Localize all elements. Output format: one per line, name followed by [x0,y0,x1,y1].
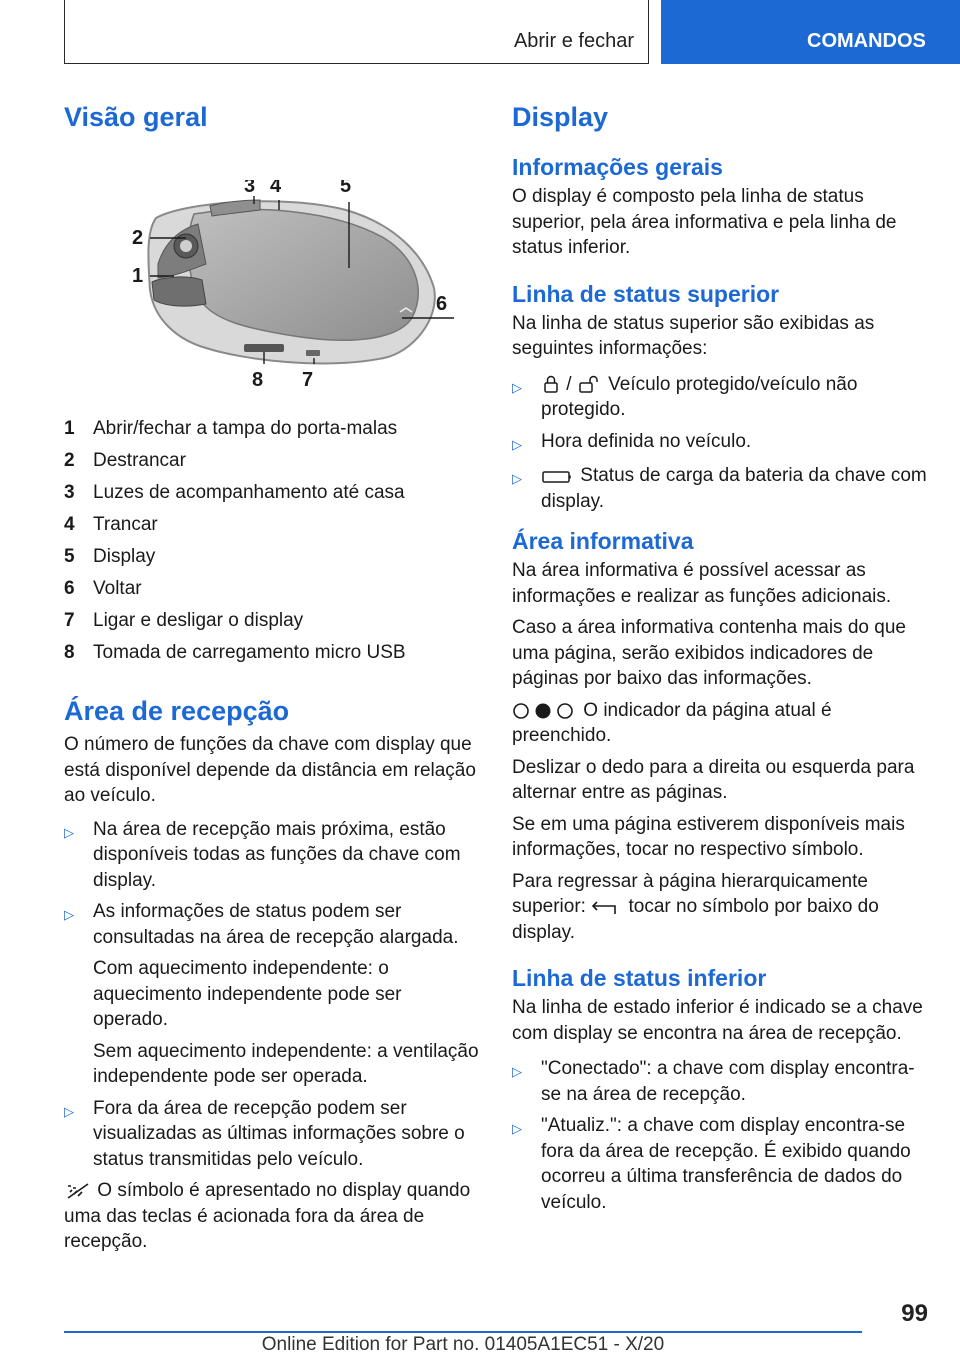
reception-title: Área de recepção [64,696,290,726]
info-area-p6: Para regressar à página hierarquicamente superior: tocar no símbolo por baixo do display. [512,870,879,943]
callout-5: 5 [340,180,352,197]
display-title: Display [512,102,609,132]
list-item: ▷ / Veículo protegido/veículo não protegido. [512,372,932,423]
triangle-bullet-icon: ▷ [512,436,522,452]
display-key-figure [94,180,454,402]
general-info-text: O display é composto pela linha de status superior, pela área informativa e pela linha de status inferior. [512,186,897,258]
list-item: ▷ As informações de status podem ser consultadas na área de recepção alargada. Com aquecimento independente: o aquecimento independente pode ser operado. Sem aquecimento independente: a ventilação independente pode ser operada. [64,899,479,1090]
overview-title: Visão geral [64,102,208,132]
lower-status-title: Linha de status inferior [512,965,767,991]
legend-item: 3 Luzes de acompanhamento até casa [64,482,405,503]
info-area-p4: Deslizar o dedo para a direita ou esquerda para alternar entre as páginas. [512,756,915,803]
callout-8: 8 [252,369,264,391]
legend-item: 2 Destrancar [64,450,186,471]
left-column [64,100,479,1255]
callout-6: 6 [436,293,448,315]
lock-closed-icon [541,374,561,394]
legend-item: 4 Trancar [64,514,158,535]
reception-intro: O número de funções da chave com display que está disponível depende da distância em relação ao veículo. [64,734,476,806]
no-signal-icon [64,1182,92,1200]
reception-bullets [64,817,479,1173]
triangle-bullet-icon: ▷ [512,1121,522,1136]
lower-status-bullets [512,1056,932,1215]
list-item: ▷ Status de carga da bateria da chave com display. [512,463,932,514]
page-indicator-dots-icon [512,702,578,720]
triangle-bullet-icon: ▷ [64,1103,74,1119]
general-info-title: Informações gerais [512,154,723,180]
header-section-title: Abrir e fechar [513,30,634,52]
info-area-p1: Na área informativa é possível acessar as informações e realizar as funções adicionais. [512,560,892,607]
callout-3: 3 [244,180,256,197]
triangle-bullet-icon: ▷ [512,1064,522,1079]
page-number: 99 [901,1300,928,1327]
list-item: ▷ Hora definida no veículo. [512,429,932,458]
upper-status-intro: Na linha de status superior são exibidas as seguintes informações: [512,312,875,359]
triangle-bullet-icon: ▷ [64,907,74,922]
triangle-bullet-icon: ▷ [512,379,522,395]
legend-item: 6 Voltar [64,578,142,599]
legend-item: 8 Tomada de carregamento micro USB [64,642,406,663]
key-illustration [94,180,454,402]
triangle-bullet-icon: ▷ [64,824,74,840]
list-item: ▷ Fora da área de recepção podem ser visualizadas as últimas informações sobre o status transmitidas pelo veículo. [64,1096,479,1173]
callout-1: 1 [132,265,144,287]
info-area-title: Área informativa [512,528,694,554]
battery-icon [541,469,575,485]
header-frame [64,0,649,64]
out-of-range-note: O símbolo é apresentado no display quando uma das teclas é acionada fora da área de recepção. [64,1180,471,1252]
info-area-p5: Se em uma página estiverem disponíveis mais informações, tocar no respectivo símbolo. [512,813,905,860]
info-area-p3: O indicador da página atual é preenchido. [512,699,832,746]
callout-4: 4 [270,180,282,197]
lock-open-icon [577,374,603,394]
lower-status-intro: Na linha de estado inferior é indicado se a chave com display se encontra na área de recepção. [512,997,923,1044]
list-item: ▷ Na área de recepção mais próxima, estão disponíveis todas as funções da chave com display. [64,817,479,894]
header-tab-comandos[interactable]: COMANDOS [661,0,960,64]
back-arrow-icon [591,898,623,916]
upper-status-bullets [512,372,932,515]
legend-item: 7 Ligar e desligar o display [64,610,304,631]
figure-legend [64,416,479,672]
footer-divider [64,1331,862,1333]
list-item: ▷ "Conectado": a chave com display encontra-se na área de recepção. [512,1056,932,1107]
info-area-p2: Caso a área informativa contenha mais do que uma página, serão exibidos indicadores de páginas por baixo das informações. [512,617,906,689]
upper-status-title: Linha de status superior [512,280,780,307]
callout-7: 7 [302,369,314,391]
list-item: ▷ "Atualiz.": a chave com display encontra-se fora da área de recepção. É exibido quando ocorreu a última transferência de dados do veículo. [512,1113,932,1215]
footer-edition: Online Edition for Part no. 01405A1EC51 - X/20 [261,1334,665,1355]
triangle-bullet-icon: ▷ [512,471,522,486]
right-column [512,100,932,1221]
callout-2: 2 [132,227,144,249]
legend-item: 1 Abrir/fechar a tampa do porta-malas [64,418,398,439]
legend-item: 5 Display [64,546,156,567]
